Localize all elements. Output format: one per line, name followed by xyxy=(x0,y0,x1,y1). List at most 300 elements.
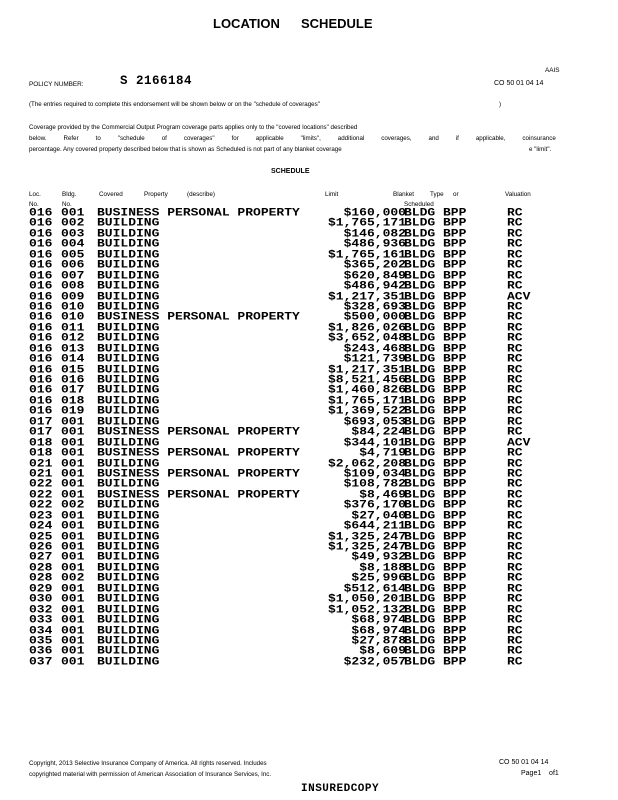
loc-cell: 016 xyxy=(29,394,53,407)
aais-label: AAIS xyxy=(545,67,560,74)
limit-cell: $1,765,171 xyxy=(327,216,406,230)
loc-cell: 033 xyxy=(29,613,53,626)
table-row xyxy=(0,561,618,574)
valuation-cell: RC xyxy=(507,582,523,595)
valuation-cell: RC xyxy=(507,519,523,532)
coverage-text-line3-end: e "limit". xyxy=(529,146,552,153)
loc-cell: 036 xyxy=(29,644,53,658)
coverage-text-line3: percentage. Any covered property described below that is shown as Scheduled is not part of any blanket coverage xyxy=(29,146,342,153)
bldg-cell: 001 xyxy=(61,425,85,439)
covered-property-cell: BUSINESS PERSONAL PROPERTY xyxy=(97,446,300,459)
blanket-cell: BLDG BPP xyxy=(404,425,467,439)
limit-cell: $8,188 xyxy=(359,561,406,574)
table-row xyxy=(0,603,618,616)
valuation-cell: RC xyxy=(507,488,523,501)
table-row xyxy=(0,248,618,261)
schedule-heading: SCHEDULE xyxy=(271,168,310,175)
loc-cell: 027 xyxy=(29,550,53,564)
bldg-cell: 010 xyxy=(61,300,85,313)
table-row xyxy=(0,519,618,532)
loc-cell: 024 xyxy=(29,519,53,532)
covered-property-cell: BUILDING xyxy=(97,592,160,606)
covered-property-cell: BUILDING xyxy=(97,216,160,230)
table-row xyxy=(0,613,618,626)
table-row xyxy=(0,509,618,522)
table-row xyxy=(0,477,618,491)
table-row xyxy=(0,530,618,543)
covered-property-cell: BUILDING xyxy=(97,383,160,397)
page-number: 1 xyxy=(537,770,542,777)
loc-cell: 037 xyxy=(29,655,53,668)
coverage-word: to xyxy=(95,135,101,142)
loc-cell: 016 xyxy=(29,363,53,376)
limit-cell: $1,765,171 xyxy=(327,394,406,407)
valuation-cell: RC xyxy=(507,216,523,230)
coverage-word: coverages, xyxy=(381,135,412,142)
blanket-cell: BLDG BPP xyxy=(404,216,467,230)
blanket-cell: BLDG BPP xyxy=(404,248,467,261)
policy-number-label: POLICY NUMBER: xyxy=(29,81,84,88)
loc-cell: 016 xyxy=(29,342,53,355)
bldg-cell: 009 xyxy=(61,290,85,303)
limit-cell: $8,469 xyxy=(359,488,406,501)
coverage-text-line1: Coverage provided by the Commercial Output Program coverage parts applies only to the "covered locations" described xyxy=(29,124,358,131)
covered-property-cell: BUILDING xyxy=(97,269,160,282)
blanket-cell: BLDG BPP xyxy=(404,624,467,637)
loc-cell: 021 xyxy=(29,457,53,470)
limit-cell: $8,609 xyxy=(359,644,406,658)
loc-cell: 016 xyxy=(29,352,53,365)
table-row xyxy=(0,216,618,230)
blanket-cell: BLDG BPP xyxy=(404,310,467,324)
table-row xyxy=(0,321,618,334)
covered-property-cell: BUILDING xyxy=(97,561,160,574)
coverage-word: below. xyxy=(29,135,47,142)
bldg-cell: 001 xyxy=(61,550,85,564)
col-scheduled: Scheduled xyxy=(404,201,434,208)
coverage-word: Refer xyxy=(63,135,79,142)
limit-cell: $620,849 xyxy=(343,269,406,282)
limit-cell: $1,217,351 xyxy=(327,290,406,303)
bldg-cell: 001 xyxy=(61,613,85,626)
bldg-cell: 010 xyxy=(61,310,85,324)
loc-cell: 025 xyxy=(29,530,53,543)
loc-cell: 016 xyxy=(29,373,53,386)
limit-cell: $365,202 xyxy=(343,258,406,272)
col-loc: Loc. xyxy=(29,191,41,198)
valuation-cell: RC xyxy=(507,457,523,470)
table-row xyxy=(0,550,618,564)
title-location: LOCATION xyxy=(213,16,280,31)
bldg-cell: 002 xyxy=(61,498,85,512)
table-row xyxy=(0,290,618,303)
bldg-cell: 002 xyxy=(61,216,85,230)
table-row xyxy=(0,237,618,251)
blanket-cell: BLDG BPP xyxy=(404,488,467,501)
loc-cell: 016 xyxy=(29,331,53,345)
blanket-cell: BLDG BPP xyxy=(404,592,467,606)
limit-cell: $1,369,522 xyxy=(327,404,406,418)
valuation-cell: RC xyxy=(507,498,523,512)
limit-cell: $8,521,456 xyxy=(327,373,406,386)
limit-cell: $27,878 xyxy=(351,634,406,647)
limit-cell: $4,719 xyxy=(359,446,406,459)
table-row xyxy=(0,592,618,606)
table-row xyxy=(0,415,618,428)
bldg-cell: 018 xyxy=(61,394,85,407)
valuation-cell: RC xyxy=(507,258,523,272)
valuation-cell: RC xyxy=(507,310,523,324)
loc-cell: 016 xyxy=(29,237,53,251)
page-indicator xyxy=(521,770,559,777)
limit-cell: $243,468 xyxy=(343,342,406,355)
coverage-word: coinsurance xyxy=(522,135,556,142)
covered-property-cell: BUILDING xyxy=(97,227,160,240)
limit-cell: $376,170 xyxy=(343,498,406,512)
bldg-cell: 001 xyxy=(61,206,85,219)
table-row xyxy=(0,467,618,480)
valuation-cell: RC xyxy=(507,425,523,439)
limit-cell: $1,325,247 xyxy=(327,540,406,553)
valuation-cell: RC xyxy=(507,477,523,491)
bldg-cell: 001 xyxy=(61,488,85,501)
coverage-word: of xyxy=(161,135,167,142)
bldg-cell: 001 xyxy=(61,457,85,470)
limit-cell: $84,224 xyxy=(351,425,406,439)
valuation-cell: RC xyxy=(507,613,523,626)
table-row xyxy=(0,227,618,240)
table-row xyxy=(0,300,618,313)
loc-cell: 018 xyxy=(29,446,53,459)
covered-property-cell: BUSINESS PERSONAL PROPERTY xyxy=(97,206,300,219)
valuation-cell: RC xyxy=(507,550,523,564)
loc-cell: 021 xyxy=(29,467,53,480)
blanket-cell: BLDG BPP xyxy=(404,477,467,491)
coverage-word: "schedule xyxy=(117,135,145,142)
loc-cell: 028 xyxy=(29,561,53,574)
bldg-cell: 001 xyxy=(61,467,85,480)
valuation-cell: RC xyxy=(507,509,523,522)
col-valuation: Valuation xyxy=(505,191,531,198)
bldg-cell: 006 xyxy=(61,258,85,272)
entries-note-close: ) xyxy=(499,101,502,108)
loc-cell: 016 xyxy=(29,258,53,272)
bldg-cell: 019 xyxy=(61,404,85,418)
covered-property-cell: BUILDING xyxy=(97,571,160,585)
loc-cell: 022 xyxy=(29,488,53,501)
bldg-cell: 001 xyxy=(61,477,85,491)
loc-cell: 034 xyxy=(29,624,53,637)
covered-property-cell: BUILDING xyxy=(97,415,160,428)
limit-cell: $146,082 xyxy=(343,227,406,240)
bldg-cell: 007 xyxy=(61,269,85,282)
valuation-cell: ACV xyxy=(507,436,531,449)
blanket-cell: BLDG BPP xyxy=(404,415,467,428)
limit-cell: $1,325,247 xyxy=(327,530,406,543)
blanket-cell: BLDG BPP xyxy=(404,373,467,386)
limit-cell: $109,034 xyxy=(343,467,406,480)
covered-property-cell: BUILDING xyxy=(97,436,160,449)
blanket-cell: BLDG BPP xyxy=(404,457,467,470)
table-row xyxy=(0,383,618,397)
loc-cell: 016 xyxy=(29,279,53,292)
blanket-cell: BLDG BPP xyxy=(404,582,467,595)
valuation-cell: RC xyxy=(507,530,523,543)
limit-cell: $1,217,351 xyxy=(327,363,406,376)
valuation-cell: RC xyxy=(507,540,523,553)
blanket-cell: BLDG BPP xyxy=(404,290,467,303)
blanket-cell: BLDG BPP xyxy=(404,603,467,616)
coverage-word: and xyxy=(428,135,439,142)
valuation-cell: RC xyxy=(507,237,523,251)
table-row xyxy=(0,488,618,501)
coverage-word: "limits", xyxy=(300,135,321,142)
blanket-cell: BLDG BPP xyxy=(404,446,467,459)
bldg-cell: 002 xyxy=(61,571,85,585)
bldg-cell: 008 xyxy=(61,279,85,292)
valuation-cell: RC xyxy=(507,655,523,668)
col-covered: Covered xyxy=(99,191,123,198)
bldg-cell: 001 xyxy=(61,540,85,553)
table-row xyxy=(0,363,618,376)
valuation-cell: RC xyxy=(507,644,523,658)
blanket-cell: BLDG BPP xyxy=(404,237,467,251)
covered-property-cell: BUILDING xyxy=(97,300,160,313)
valuation-cell: RC xyxy=(507,279,523,292)
coverage-word: coverages" xyxy=(183,135,215,142)
limit-cell: $644,211 xyxy=(343,519,406,532)
limit-cell: $121,739 xyxy=(343,352,406,365)
valuation-cell: ACV xyxy=(507,290,531,303)
blanket-cell: BLDG BPP xyxy=(404,436,467,449)
blanket-cell: BLDG BPP xyxy=(404,644,467,658)
copyright-line1: Copyright, 2013 Selective Insurance Company of America. All rights reserved. Includes xyxy=(29,760,267,767)
covered-property-cell: BUILDING xyxy=(97,624,160,637)
entries-note: (The entries required to complete this endorsement will be shown below or on the "schedule of coverages" xyxy=(29,101,320,108)
covered-property-cell: BUILDING xyxy=(97,644,160,658)
limit-cell: $27,040 xyxy=(351,509,406,522)
covered-property-cell: BUILDING xyxy=(97,509,160,522)
valuation-cell: RC xyxy=(507,394,523,407)
loc-cell: 032 xyxy=(29,603,53,616)
loc-cell: 035 xyxy=(29,634,53,647)
table-row xyxy=(0,446,618,459)
blanket-cell: BLDG BPP xyxy=(404,363,467,376)
loc-cell: 017 xyxy=(29,415,53,428)
bldg-cell: 003 xyxy=(61,227,85,240)
valuation-cell: RC xyxy=(507,634,523,647)
table-row xyxy=(0,582,618,595)
covered-property-cell: BUILDING xyxy=(97,342,160,355)
loc-cell: 016 xyxy=(29,269,53,282)
covered-property-cell: BUSINESS PERSONAL PROPERTY xyxy=(97,488,300,501)
valuation-cell: RC xyxy=(507,467,523,480)
col-describe: (describe) xyxy=(187,191,215,198)
table-row xyxy=(0,258,618,272)
table-row xyxy=(0,540,618,553)
loc-cell: 016 xyxy=(29,404,53,418)
loc-cell: 028 xyxy=(29,571,53,585)
limit-cell: $1,765,161 xyxy=(327,248,406,261)
coverage-text-line2 xyxy=(29,135,556,142)
loc-cell: 018 xyxy=(29,436,53,449)
page-total: 1 xyxy=(554,770,559,777)
table-row xyxy=(0,269,618,282)
limit-cell: $108,782 xyxy=(343,477,406,491)
limit-cell: $1,050,201 xyxy=(327,592,406,606)
valuation-cell: RC xyxy=(507,415,523,428)
bldg-cell: 012 xyxy=(61,331,85,345)
col-bldg-no: No. xyxy=(62,201,72,208)
covered-property-cell: BUILDING xyxy=(97,248,160,261)
valuation-cell: RC xyxy=(507,269,523,282)
blanket-cell: BLDG BPP xyxy=(404,258,467,272)
bldg-cell: 016 xyxy=(61,373,85,386)
limit-cell: $512,614 xyxy=(343,582,406,595)
loc-cell: 016 xyxy=(29,216,53,230)
loc-cell: 016 xyxy=(29,383,53,397)
bldg-cell: 001 xyxy=(61,561,85,574)
covered-property-cell: BUILDING xyxy=(97,550,160,564)
limit-cell: $1,826,026 xyxy=(327,321,406,334)
blanket-cell: BLDG BPP xyxy=(404,530,467,543)
col-limit: Limit xyxy=(325,191,339,198)
schedule-table xyxy=(0,206,618,668)
blanket-cell: BLDG BPP xyxy=(404,342,467,355)
limit-cell: $25,996 xyxy=(351,571,406,585)
limit-cell: $68,974 xyxy=(351,624,406,637)
blanket-cell: BLDG BPP xyxy=(404,206,467,219)
bldg-cell: 001 xyxy=(61,582,85,595)
blanket-cell: BLDG BPP xyxy=(404,404,467,418)
bldg-cell: 001 xyxy=(61,655,85,668)
valuation-cell: RC xyxy=(507,331,523,345)
blanket-cell: BLDG BPP xyxy=(404,331,467,345)
covered-property-cell: BUILDING xyxy=(97,394,160,407)
bldg-cell: 001 xyxy=(61,634,85,647)
valuation-cell: RC xyxy=(507,300,523,313)
bldg-cell: 015 xyxy=(61,363,85,376)
coverage-word: if xyxy=(455,135,459,142)
bldg-cell: 001 xyxy=(61,436,85,449)
limit-cell: $3,652,048 xyxy=(327,331,406,345)
bldg-cell: 001 xyxy=(61,624,85,637)
coverage-word: additional xyxy=(337,135,365,142)
covered-property-cell: BUILDING xyxy=(97,363,160,376)
bldg-cell: 011 xyxy=(61,321,85,334)
blanket-cell: BLDG BPP xyxy=(404,300,467,313)
loc-cell: 022 xyxy=(29,477,53,491)
table-row xyxy=(0,624,618,637)
covered-property-cell: BUILDING xyxy=(97,404,160,418)
covered-property-cell: BUILDING xyxy=(97,258,160,272)
covered-property-cell: BUSINESS PERSONAL PROPERTY xyxy=(97,467,300,480)
limit-cell: $1,460,826 xyxy=(327,383,406,397)
bldg-cell: 013 xyxy=(61,342,85,355)
loc-cell: 016 xyxy=(29,300,53,313)
covered-property-cell: BUILDING xyxy=(97,498,160,512)
loc-cell: 017 xyxy=(29,425,53,439)
coverage-word: applicable, xyxy=(475,135,506,142)
table-row xyxy=(0,571,618,585)
valuation-cell: RC xyxy=(507,571,523,585)
table-row xyxy=(0,342,618,355)
covered-property-cell: BUILDING xyxy=(97,634,160,647)
valuation-cell: RC xyxy=(507,227,523,240)
limit-cell: $68,974 xyxy=(351,613,406,626)
blanket-cell: BLDG BPP xyxy=(404,467,467,480)
blanket-cell: BLDG BPP xyxy=(404,540,467,553)
blanket-cell: BLDG BPP xyxy=(404,321,467,334)
limit-cell: $232,057 xyxy=(343,655,406,668)
bldg-cell: 004 xyxy=(61,237,85,251)
valuation-cell: RC xyxy=(507,373,523,386)
covered-property-cell: BUILDING xyxy=(97,457,160,470)
loc-cell: 022 xyxy=(29,498,53,512)
bldg-cell: 001 xyxy=(61,644,85,658)
coverage-word: for xyxy=(231,135,239,142)
policy-number: S 2166184 xyxy=(120,74,193,88)
valuation-cell: RC xyxy=(507,206,523,219)
covered-property-cell: BUILDING xyxy=(97,237,160,251)
limit-cell: $328,693 xyxy=(343,300,406,313)
loc-cell: 030 xyxy=(29,592,53,606)
loc-cell: 016 xyxy=(29,227,53,240)
bldg-cell: 001 xyxy=(61,530,85,543)
valuation-cell: RC xyxy=(507,248,523,261)
blanket-cell: BLDG BPP xyxy=(404,394,467,407)
col-type: Type xyxy=(430,191,444,198)
loc-cell: 016 xyxy=(29,321,53,334)
copyright-line2: copyrighted material with permission of American Association of Insurance Services, Inc. xyxy=(29,771,272,778)
bldg-cell: 014 xyxy=(61,352,85,365)
limit-cell: $500,000 xyxy=(343,310,406,324)
valuation-cell: RC xyxy=(507,446,523,459)
covered-property-cell: BUILDING xyxy=(97,373,160,386)
valuation-cell: RC xyxy=(507,321,523,334)
coverage-word: applicable xyxy=(255,135,284,142)
bldg-cell: 001 xyxy=(61,519,85,532)
bldg-cell: 001 xyxy=(61,509,85,522)
valuation-cell: RC xyxy=(507,363,523,376)
blanket-cell: BLDG BPP xyxy=(404,561,467,574)
valuation-cell: RC xyxy=(507,383,523,397)
valuation-cell: RC xyxy=(507,342,523,355)
blanket-cell: BLDG BPP xyxy=(404,509,467,522)
loc-cell: 016 xyxy=(29,248,53,261)
valuation-cell: RC xyxy=(507,561,523,574)
table-row xyxy=(0,457,618,470)
table-row xyxy=(0,498,618,512)
insured-copy-label: INSUREDCOPY xyxy=(301,783,380,795)
blanket-cell: BLDG BPP xyxy=(404,634,467,647)
bldg-cell: 017 xyxy=(61,383,85,397)
bldg-cell: 001 xyxy=(61,446,85,459)
table-row xyxy=(0,634,618,647)
col-bldg: Bldg. xyxy=(62,191,77,198)
limit-cell: $1,052,132 xyxy=(327,603,406,616)
table-row xyxy=(0,394,618,407)
table-row xyxy=(0,404,618,418)
blanket-cell: BLDG BPP xyxy=(404,279,467,292)
covered-property-cell: BUILDING xyxy=(97,279,160,292)
form-code-bottom: CO 50 01 04 14 xyxy=(499,759,549,766)
table-row xyxy=(0,373,618,386)
limit-cell: $49,932 xyxy=(351,550,406,564)
of-label: of xyxy=(549,770,555,777)
covered-property-cell: BUILDING xyxy=(97,290,160,303)
limit-cell: $486,942 xyxy=(343,279,406,292)
